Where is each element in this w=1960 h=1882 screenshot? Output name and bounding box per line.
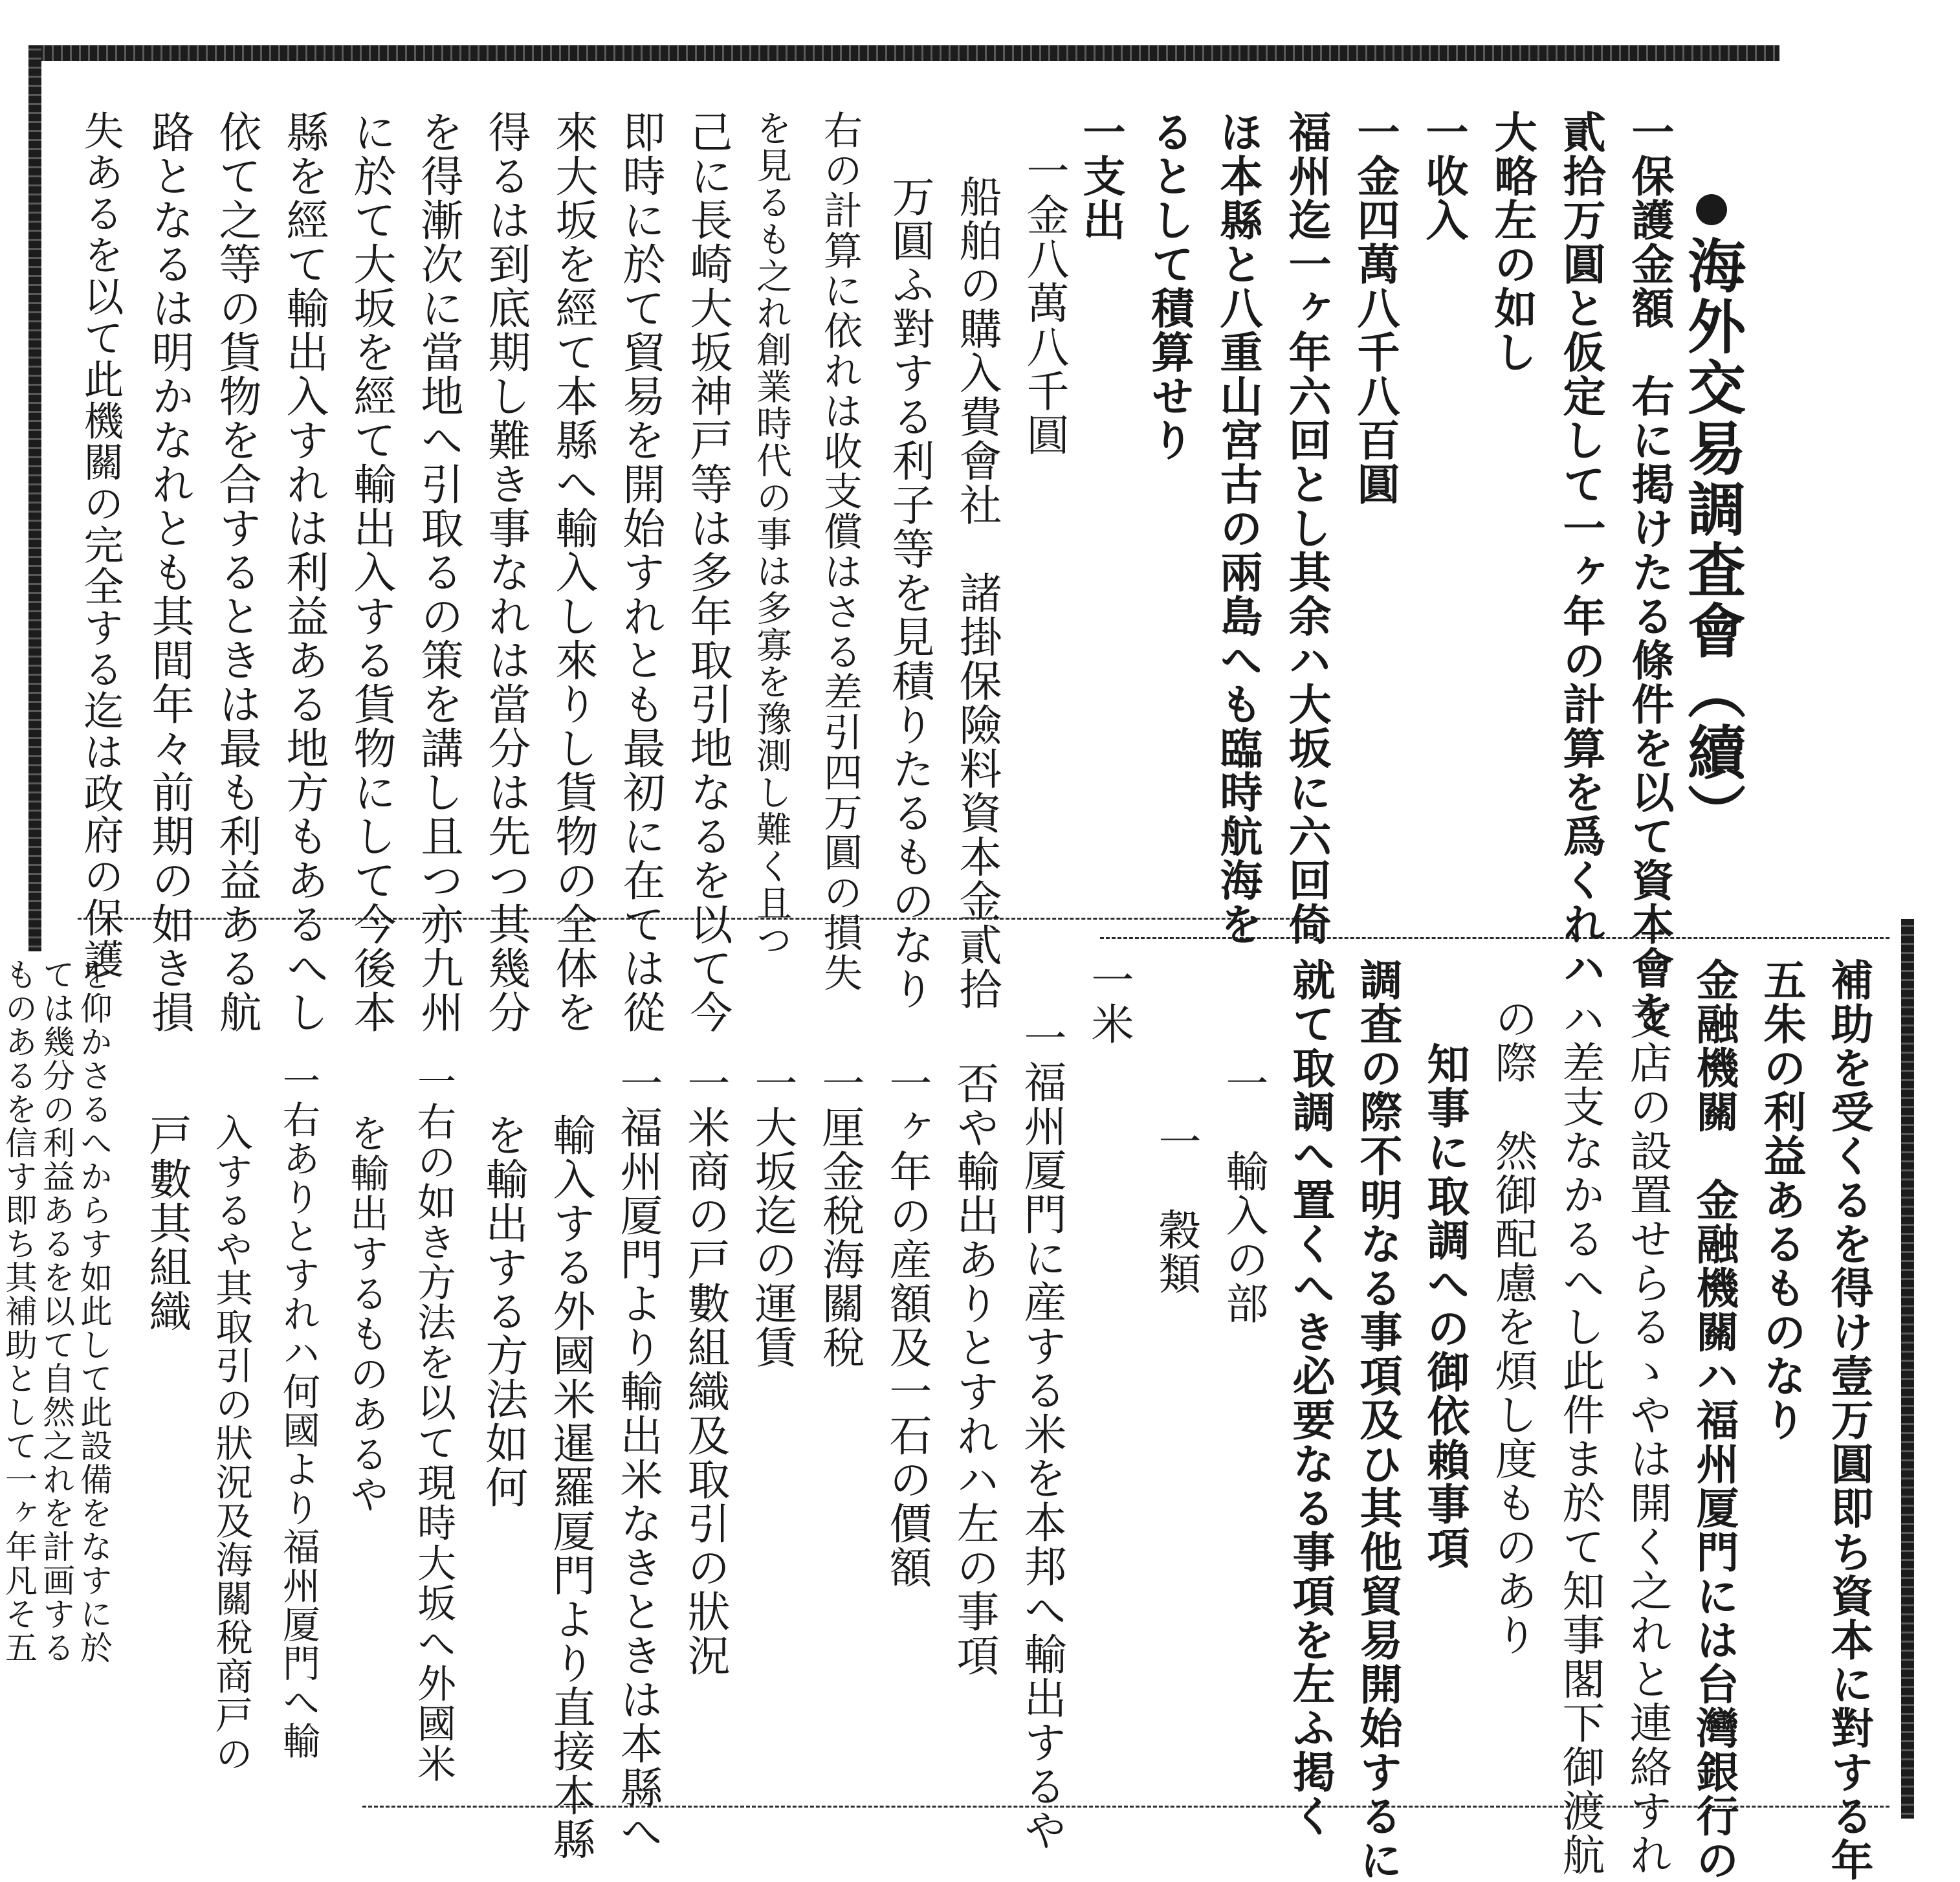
upper-column-7: ほ本縣と八重山宮古の兩島へも臨時航海を [1213, 110, 1263, 946]
upper-column-22: 依て之等の貨物を合するときは最も利益ある航 [212, 110, 261, 1034]
upper-column-20: に於て大坂を經て輸出入する貨物にして今後本 [346, 110, 396, 1034]
upper-column-25-continued: を仰かさるへからす如此して此設備をなすに於 [75, 958, 113, 1665]
upper-column-10: 一金八萬八千圓 [1019, 149, 1069, 457]
lower-column-4: 支店の設置せらるゝやは開く之れと連絡すれ [1622, 997, 1672, 1877]
upper-column-12: 万圓ふ對する利子等を見積りたるものなり [885, 175, 934, 1011]
lower-column-13: 一福州厦門に産する米を本邦へ輸出するや [1017, 1016, 1066, 1852]
lower-column-19: 一福州厦門より輸出米なきときは本縣へ [613, 1061, 663, 1854]
upper-column-4: 一收入 [1418, 110, 1469, 242]
article-heading-column [1677, 194, 1746, 844]
upper-column-17: 來大坂を經て本縣へ輸入し來りし貨物の全体を [548, 110, 598, 1034]
lower-column-21: を輸出する方法如何 [478, 1113, 528, 1509]
lower-column-15: 一ヶ年の産額及一石の價額 [882, 1061, 932, 1589]
lower-column-26: 戸數其組織 [142, 1113, 192, 1333]
upper-column-15: 己に長崎大坂神戸等は多年取引地なるを以て今 [683, 110, 732, 1034]
right-border [1901, 919, 1914, 1819]
upper-column-2: 貳拾万圓と仮定して一ヶ年の計算を爲くれハ [1556, 110, 1606, 990]
upper-column-14: を見るも之れ創業時代の事は多寡を豫測し難く且つ [751, 110, 792, 958]
upper-column-11: 船舶の購入費會社 諸掛保險料資本金貳拾 [952, 175, 1002, 1011]
lower-column-1: 補助を受くるを得け壹万圓即ち資本に對する年 [1823, 958, 1874, 1882]
upper-column-24: 失あるを以て此機關の完全する迄は政府の保護 [77, 110, 124, 980]
lower-column-22: 一右の如き方法を以て現時大坂へ外國米 [411, 1061, 456, 1784]
lower-column-14: 否や輸出ありとすれハ左の事項 [949, 1061, 999, 1677]
lower-column-20: 輸入する外國米暹羅厦門より直接本縣 [545, 1113, 595, 1861]
left-border [28, 45, 41, 951]
upper-column-23: 路となるは明かなれとも其間年々前期の如き損 [144, 110, 194, 1034]
upper-column-1: 一保護金額 右に掲けたる條件を以て資本會を [1624, 110, 1675, 1034]
article-heading: 海外交易調査會（續） [1677, 236, 1746, 844]
upper-column-3: 大略左の如し [1487, 110, 1537, 374]
upper-column-18: 得るは到底期し難き事なれは當分は先つ其幾分 [481, 110, 531, 1034]
upper-column-19: を得漸次に當地へ引取るの策を講し且つ亦九州 [413, 110, 463, 1034]
lower-column-3: 金融機關 金融機關ハ福州厦門には台灣銀行の [1689, 958, 1739, 1882]
lower-column-24: 一右ありとすれハ何國より福州厦門へ輸 [276, 1061, 320, 1760]
lower-column-7: 知事に取調への御依賴事項 [1420, 1042, 1470, 1570]
lower-column-11: 一 穀類 [1151, 1120, 1201, 1296]
lower-column-23: を輸出するものあるや [344, 1113, 389, 1514]
upper-column-27: ものあるを信す即ち其補助として一ヶ年凡そ五 [0, 958, 38, 1665]
lower-column-2: 五朱の利益あるものなり [1756, 958, 1807, 1442]
upper-column-6: 福州迄一ヶ年六回とし其余ハ大坂に六回倚 [1281, 110, 1332, 946]
upper-column-5: 一金四萬八千八百圓 [1350, 110, 1400, 506]
lower-column-25: 入するや其取引の狀況及海關稅商戸の [209, 1113, 253, 1773]
lower-column-6: の際 然御配慮を煩し度ものあり [1488, 997, 1537, 1657]
upper-column-26: ては幾分の利益あるを以て自然之れを計画する [38, 958, 75, 1665]
upper-column-21: 縣を經て輸出入すれは利益ある地方もあるへし [279, 110, 329, 1034]
lower-column-18: 一米商の戸數組織及取引の狀況 [680, 1061, 730, 1677]
lower-column-9: 就て取調へ置くへき必要なる事項を左ふ掲く [1285, 958, 1336, 1838]
lower-column-8: 調査の際不明なる事項及ひ其他貿易開始するに [1352, 958, 1403, 1882]
top-border [39, 45, 1779, 61]
heading-mark-icon [1696, 194, 1727, 225]
upper-column-13: 右の計算に依れは收支償はさる差引四万圓の損失 [817, 110, 863, 993]
upper-column-9: 一支出 [1075, 110, 1126, 242]
upper-column-16: 即時に於て貿易を開始すれとも最初に在ては從 [615, 110, 665, 1034]
lower-column-12: 一米 [1084, 958, 1134, 1046]
lower-column-17: 一大坂迄の運賃 [747, 1061, 797, 1369]
upper-column-8-visible: るとして積算せり [1144, 110, 1195, 462]
lower-column-10: 一 輸入の部 [1218, 1061, 1268, 1325]
lower-column-5: ハ差支なかるへし此件ま於て知事閣下御渡航 [1555, 997, 1605, 1877]
lower-column-16: 一厘金稅海關稅 [815, 1061, 864, 1369]
